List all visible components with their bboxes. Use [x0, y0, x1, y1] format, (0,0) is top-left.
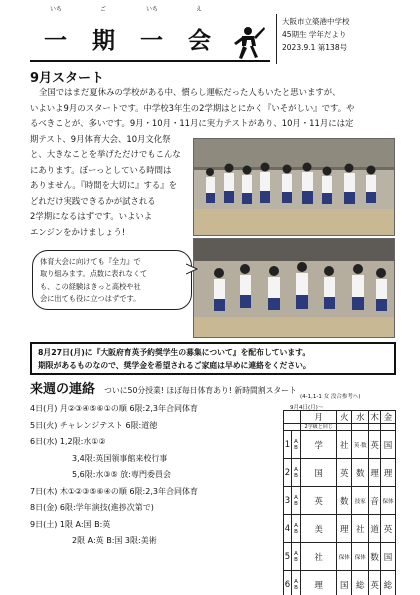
period-1: 1 [284, 431, 292, 459]
notice-line: 8月27日(月)に『大阪府育英予約奨学生の募集について』を配布しています。 [38, 348, 311, 357]
day-tue: 火 [337, 411, 352, 424]
gym-practice-photo-1 [193, 138, 395, 236]
timetable-cell: 数 [352, 459, 369, 487]
period-4: 4 [284, 515, 292, 543]
timetable-cell: 理 [337, 515, 352, 543]
day-fri: 金 [381, 411, 396, 424]
paragraph-line: と、大きなことを挙げただけでもこんな [30, 149, 181, 159]
ab-label: A B [292, 571, 301, 595]
timetable-cell: 英 [381, 515, 396, 543]
bubble-line: 取り組みます。点数に表れなくて [40, 269, 148, 279]
timetable-cell: 音 [369, 487, 381, 515]
paragraph-line: いよいよ9月のスタートです。中学校3年生の2学期はとにかく『いそがしい』です。や [30, 102, 355, 113]
timetable-cell: 美 [301, 515, 337, 543]
timetable-cell: 社 [301, 543, 337, 571]
paragraph-line: どれだけ実践できるかが試される [30, 195, 156, 206]
ab-label: A B [292, 431, 301, 459]
timetable-corner [284, 411, 301, 424]
schedule-line: 4日(月) 月②③④⑤⑥①の順 6限:2,3年合同体育 [30, 404, 198, 413]
timetable-cell: 学 [301, 431, 337, 459]
masthead-ruby-2: ご [100, 6, 107, 13]
timetable-cell: 技家 [352, 487, 369, 515]
bubble-tail [186, 262, 198, 276]
sub-corner [284, 424, 301, 431]
masthead-rule [30, 60, 270, 62]
scholarship-notice [30, 342, 396, 375]
schedule-line: 6日(水) 1,2限:水①② [30, 437, 106, 446]
masthead-ruby-1: いち [50, 6, 63, 13]
paragraph-line: 2学期になるはずです。いよいよ [30, 211, 153, 221]
timetable-cell: 英·数 [352, 431, 369, 459]
schedule-line: 2限 A:英 B:国 3限:美術 [72, 536, 157, 545]
baseball-player-icon [228, 24, 268, 60]
day-mon: 月 [301, 411, 337, 424]
day-note [352, 424, 369, 431]
grade-line: 45期生 学年だより [282, 30, 347, 39]
day-note [381, 424, 396, 431]
paragraph-line: ありません。『時間を大切に』する』を [30, 180, 178, 190]
timetable-date: 9月4日(月)～ [290, 405, 324, 411]
timetable-cell: 英 [337, 459, 352, 487]
section2-subtitle: ついに50分授業! ほぼ毎日体育あり! 新時間割スタート [104, 386, 297, 395]
schedule-line: 5日(火) チャレンジテスト 6限:道徳 [30, 420, 158, 430]
paragraph-line: るべきことが、多いです。9月・10月・11月に実力テストがあり、10月・11月には定 [30, 118, 354, 128]
timetable-cell: 保体 [381, 487, 396, 515]
masthead-ruby-3: いち [146, 6, 159, 13]
paragraph-line: エンジンをかけましょう! [30, 226, 126, 237]
paragraph-line: 全国ではまだ夏休みの学校がある中、慣らし運転だった人もいたと思いますが、 [39, 87, 341, 97]
bubble-line: も、この経験はきっと高校や社 [40, 281, 141, 291]
paragraph-line: 期テスト、9月体育大会、10月文化祭 [30, 133, 171, 144]
ab-label: A B [292, 487, 301, 515]
period-6: 6 [284, 571, 292, 595]
paragraph-line: にあります。ぼーっとしている時間は [30, 164, 172, 175]
timetable-cell: 総 [352, 571, 369, 595]
schedule-line: 7日(木) 木①②③⑤⑥④の順 6限:2,3年合同体育 [30, 486, 198, 496]
period-5: 5 [284, 543, 292, 571]
timetable-cell: 英 [301, 487, 337, 515]
notice-line: 期限があるものなので、奨学金を希望されるご家庭は早めに連絡をください。 [38, 361, 311, 370]
bubble-line: 会に出ても役に立つはずです。 [40, 294, 141, 304]
timetable-cell: 英 [369, 571, 381, 595]
section-title-september: 9月スタート [30, 71, 105, 86]
header-divider [276, 14, 277, 64]
timetable-cell: 理 [381, 459, 396, 487]
issue-date: 2023.9.1 第138号 [282, 43, 348, 52]
bubble-line: 体育大会に向けても『全力』で [40, 257, 141, 266]
ab-label: A B [292, 543, 301, 571]
timetable-cell: 総 [381, 571, 396, 595]
masthead-ruby-4: え [196, 6, 203, 13]
masthead-char-4: 会 [188, 27, 211, 54]
gym-practice-photo-2 [193, 238, 395, 338]
timetable [283, 410, 396, 595]
masthead-char-2: 期 [92, 27, 115, 54]
timetable-cell: 理 [369, 459, 381, 487]
timetable-cell: 保体 [337, 543, 352, 571]
schedule-line: 8日(金) 6限:学年演技(進捗次第で) [30, 503, 154, 512]
timetable-cell: 国 [381, 543, 396, 571]
timetable-cell: 道 [369, 515, 381, 543]
timetable-cell: 数 [369, 543, 381, 571]
schedule-line: 3,4限:英国領事館来校行事 [72, 453, 168, 463]
schedule-line: 5,6限:水③⑤ 放:専門委員会 [72, 470, 171, 479]
timetable-cell: 国 [337, 571, 352, 595]
timetable-cell: 理 [301, 571, 337, 595]
ab-label: A B [292, 459, 301, 487]
period-3: 3 [284, 487, 292, 515]
speech-bubble [32, 250, 192, 310]
timetable-note: (4-1,1-1 女 没合参考へ) [300, 394, 361, 400]
day-note [369, 424, 381, 431]
day-wed: 水 [352, 411, 369, 424]
schedule-line: 9日(土) 1限 A:国 B:英 [30, 519, 111, 529]
timetable-cell: 社 [337, 431, 352, 459]
timetable-cell: 英 [369, 431, 381, 459]
day-note [337, 424, 352, 431]
weekly-schedule [30, 401, 280, 550]
period-2: 2 [284, 459, 292, 487]
section-title-next-week: 来週の連絡 [30, 382, 96, 397]
masthead-char-1: 一 [44, 27, 67, 54]
day-note: 2学級と同じ [301, 424, 337, 431]
timetable-cell: 国 [301, 459, 337, 487]
day-thu: 木 [369, 411, 381, 424]
ab-label: A B [292, 515, 301, 543]
timetable-cell: 数 [337, 487, 352, 515]
timetable-cell: 社 [352, 515, 369, 543]
masthead [40, 4, 250, 64]
masthead-char-3: 一 [140, 27, 163, 54]
header-info [282, 15, 350, 54]
timetable-cell: 保体 [352, 543, 369, 571]
timetable-cell: 国 [381, 431, 396, 459]
school-name: 大阪市立築港中学校 [282, 17, 350, 26]
